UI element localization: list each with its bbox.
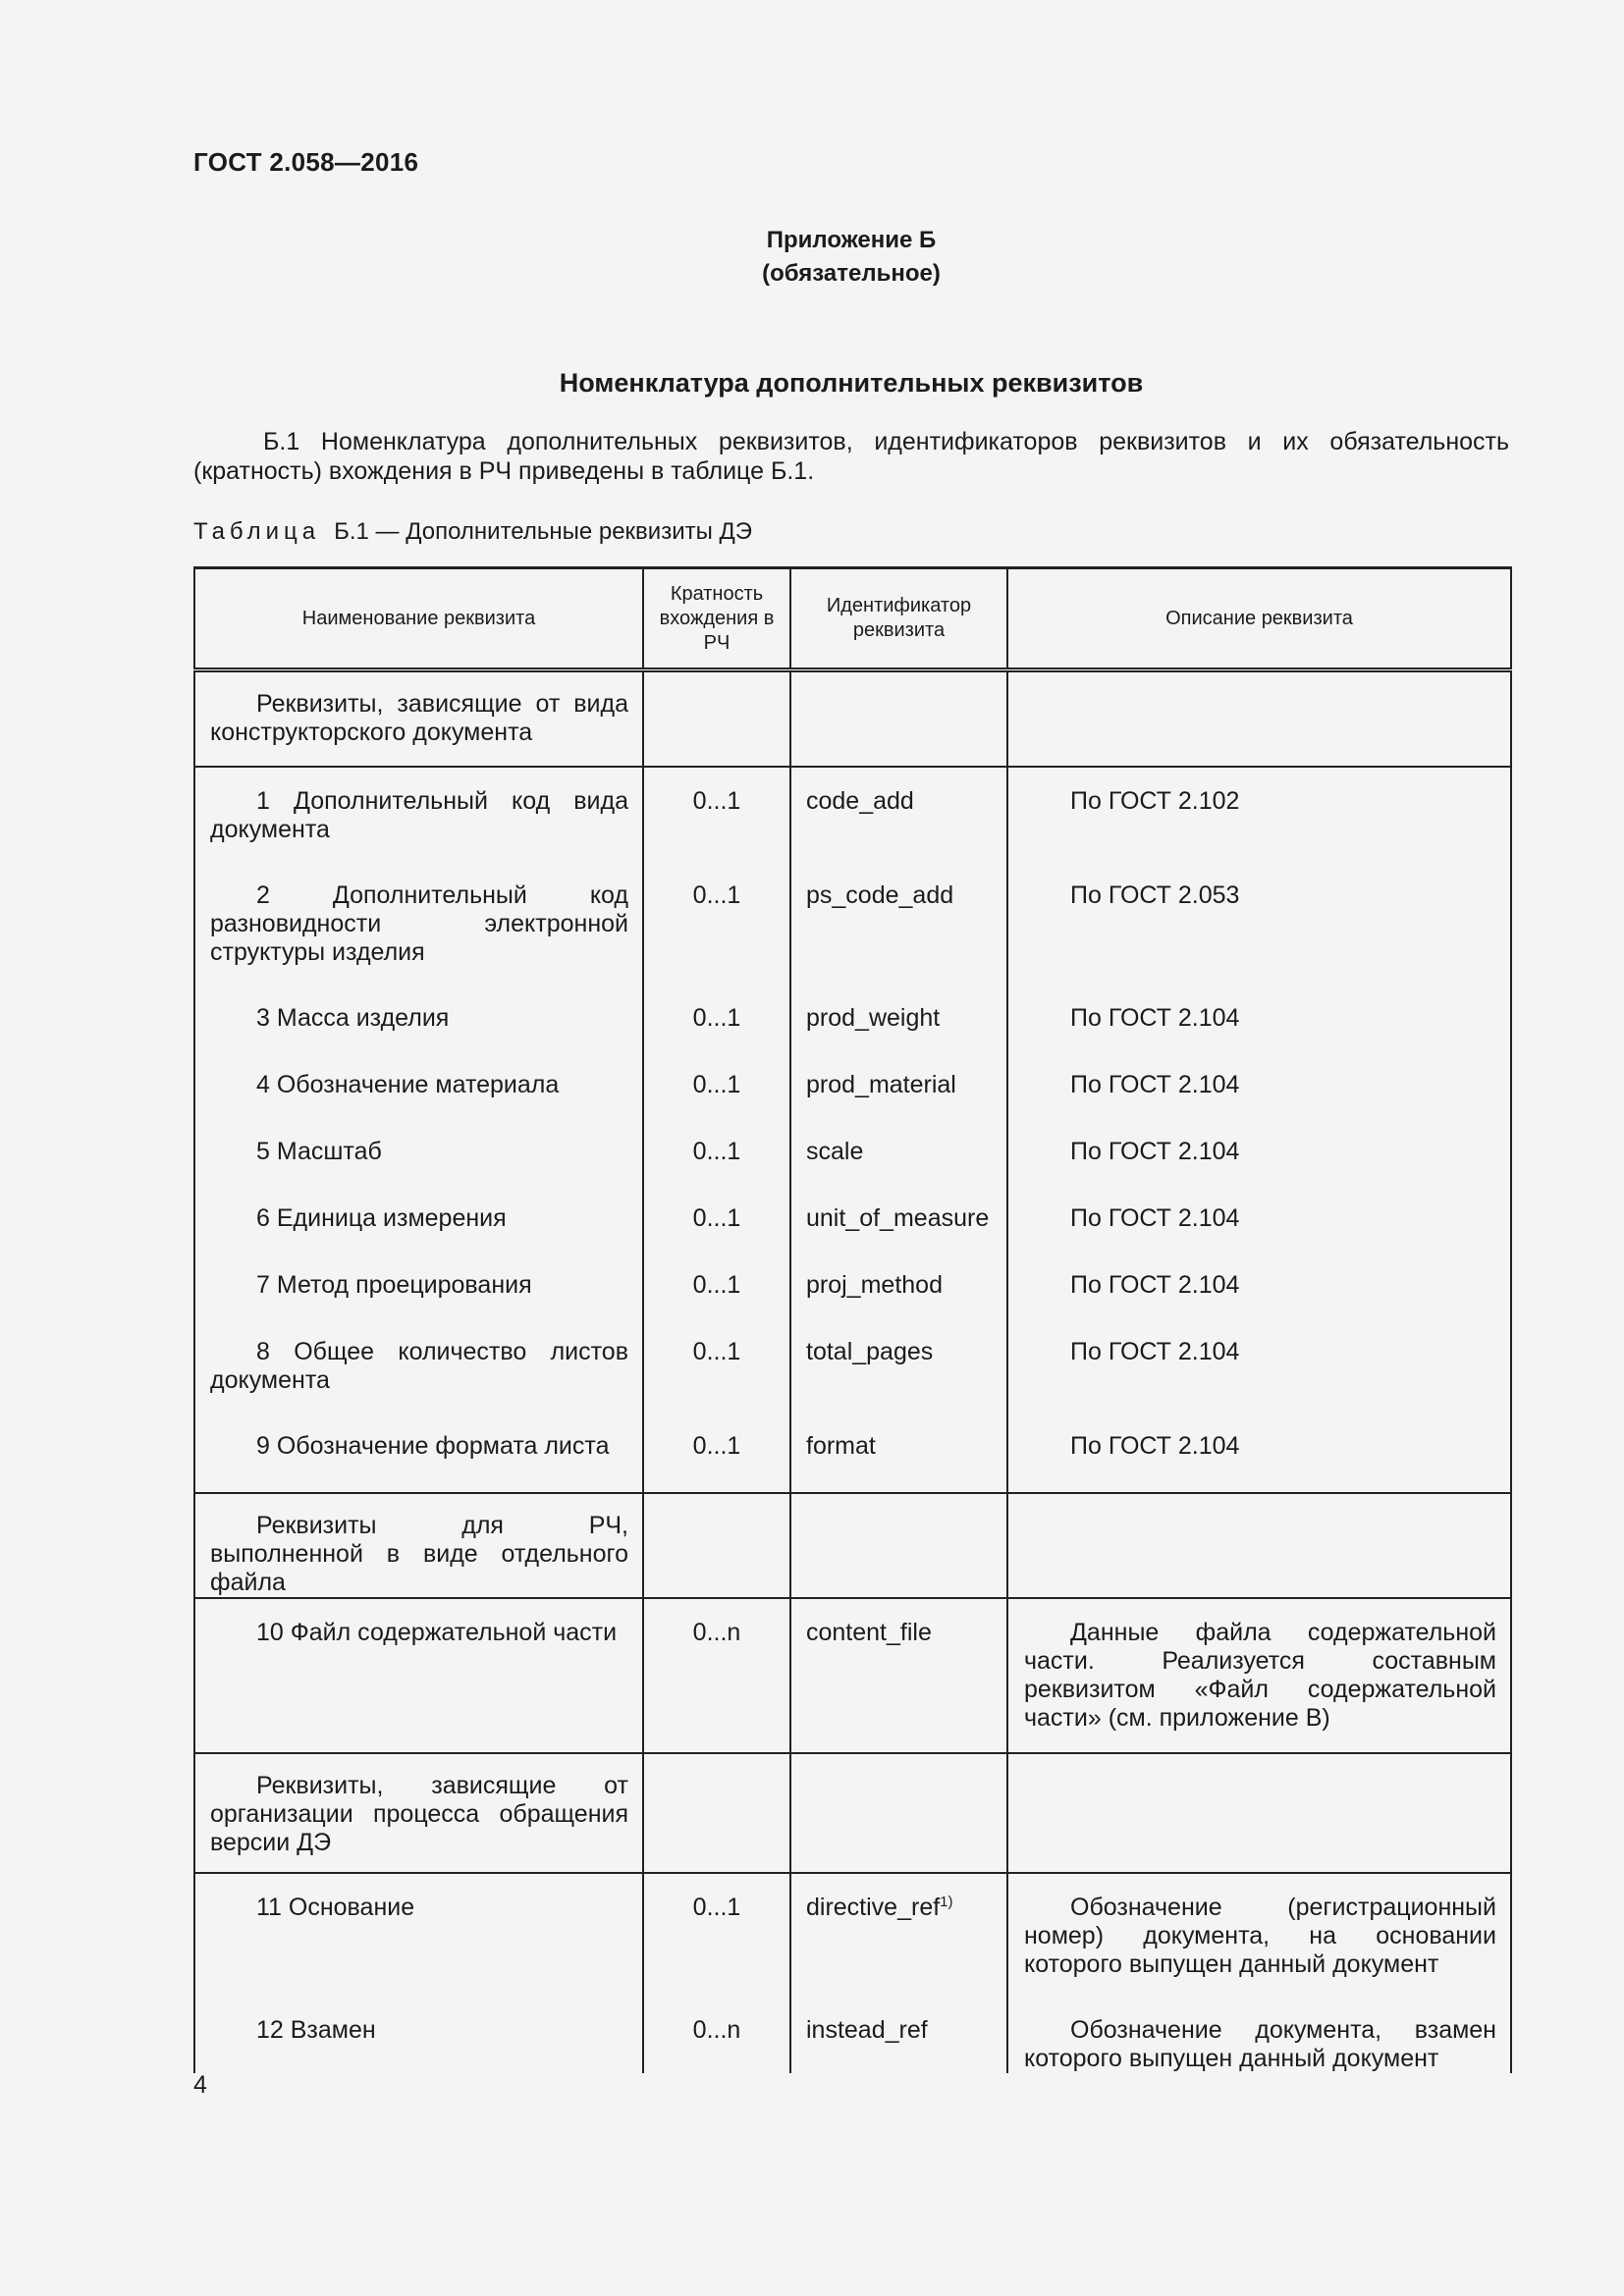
cell-description-text: По ГОСТ 2.104 bbox=[1070, 1071, 1240, 1098]
cell-description-text: По ГОСТ 2.104 bbox=[1070, 1004, 1240, 1032]
table-row bbox=[194, 1598, 1511, 1753]
table-caption-text: Б.1 — Дополнительные реквизиты ДЭ bbox=[334, 518, 753, 545]
appendix-title: Приложение Б bbox=[766, 227, 937, 253]
cell-name-text: 12 Взамен bbox=[256, 2016, 376, 2044]
cell-identifier: proj_method bbox=[790, 1234, 1007, 1301]
cell-name bbox=[194, 967, 643, 1034]
group-title bbox=[194, 1493, 643, 1598]
cell-name-text: 3 Масса изделия bbox=[256, 1004, 450, 1032]
cell-identifier bbox=[790, 1873, 1007, 1979]
cell-name bbox=[194, 1234, 643, 1301]
cell-identifier: code_add bbox=[790, 767, 1007, 844]
cell-description-text: По ГОСТ 2.104 bbox=[1070, 1204, 1240, 1232]
cell-empty bbox=[1007, 1753, 1511, 1873]
cell-description bbox=[1007, 1100, 1511, 1167]
footnote-mark: 1) bbox=[940, 1894, 953, 1910]
cell-name-text: 10 Файл содержательной части bbox=[256, 1619, 618, 1646]
cell-name bbox=[194, 1873, 643, 1979]
table-caption bbox=[193, 518, 752, 546]
cell-name bbox=[194, 1167, 643, 1234]
cell-identifier: instead_ref bbox=[790, 1979, 1007, 2073]
cell-description-text: По ГОСТ 2.104 bbox=[1070, 1338, 1240, 1365]
cell-multiplicity: 0...1 bbox=[643, 1873, 790, 1979]
table-row bbox=[194, 1234, 1511, 1301]
table-caption-label: Таблица bbox=[193, 518, 321, 545]
cell-description-text: По ГОСТ 2.053 bbox=[1070, 881, 1240, 909]
cell-multiplicity: 0...1 bbox=[643, 1395, 790, 1493]
header-identifier: Идентификатор реквизита bbox=[790, 568, 1007, 670]
cell-multiplicity: 0...1 bbox=[643, 1100, 790, 1167]
cell-name-text: 4 Обозначение материала bbox=[256, 1071, 560, 1098]
table-header-row bbox=[194, 568, 1511, 670]
header-multiplicity: Кратность вхождения в РЧ bbox=[643, 568, 790, 670]
cell-identifier: prod_material bbox=[790, 1034, 1007, 1100]
group-title-text: Реквизиты для РЧ, выполненной в виде отдельного файла bbox=[210, 1512, 628, 1596]
cell-description bbox=[1007, 1979, 1511, 2073]
cell-identifier: scale bbox=[790, 1100, 1007, 1167]
cell-identifier: content_file bbox=[790, 1598, 1007, 1753]
appendix-status: (обязательное) bbox=[762, 260, 941, 287]
group-row bbox=[194, 1753, 1511, 1873]
cell-name bbox=[194, 844, 643, 967]
group-row bbox=[194, 1493, 1511, 1598]
table-row bbox=[194, 1979, 1511, 2073]
cell-name-text: 2 Дополнительный код разновидности электронной структуры изделия bbox=[210, 881, 628, 966]
cell-multiplicity: 0...n bbox=[643, 1598, 790, 1753]
cell-name bbox=[194, 1034, 643, 1100]
table-row bbox=[194, 1873, 1511, 1979]
cell-name-text: 8 Общее количество листов документа bbox=[210, 1338, 628, 1394]
cell-description-text: Обозначение документа, взамен которого выпущен данный документ bbox=[1024, 2016, 1496, 2072]
cell-description bbox=[1007, 1167, 1511, 1234]
cell-description bbox=[1007, 767, 1511, 844]
cell-multiplicity: 0...1 bbox=[643, 1301, 790, 1395]
cell-empty bbox=[790, 1493, 1007, 1598]
table-row bbox=[194, 1167, 1511, 1234]
cell-empty bbox=[643, 670, 790, 768]
cell-description-text: Данные файла содержательной части. Реализуется составным реквизитом «Файл содержательной части» (см. приложение В) bbox=[1024, 1619, 1496, 1732]
cell-identifier: prod_weight bbox=[790, 967, 1007, 1034]
cell-name-text: 11 Основание bbox=[256, 1894, 415, 1921]
requisites-table bbox=[193, 566, 1512, 2073]
cell-description-text: По ГОСТ 2.102 bbox=[1070, 787, 1240, 815]
cell-identifier: total_pages bbox=[790, 1301, 1007, 1395]
group-title bbox=[194, 670, 643, 768]
cell-multiplicity: 0...n bbox=[643, 1979, 790, 2073]
table-row bbox=[194, 767, 1511, 844]
cell-multiplicity: 0...1 bbox=[643, 844, 790, 967]
cell-description bbox=[1007, 967, 1511, 1034]
cell-name bbox=[194, 1301, 643, 1395]
cell-name-text: 7 Метод проецирования bbox=[256, 1271, 532, 1299]
cell-identifier: format bbox=[790, 1395, 1007, 1493]
group-row bbox=[194, 670, 1511, 768]
cell-empty bbox=[643, 1493, 790, 1598]
cell-description bbox=[1007, 1034, 1511, 1100]
cell-identifier-text: directive_ref bbox=[806, 1894, 941, 1921]
cell-name-text: 5 Масштаб bbox=[256, 1138, 382, 1165]
cell-multiplicity: 0...1 bbox=[643, 1167, 790, 1234]
table-row bbox=[194, 1301, 1511, 1395]
cell-empty bbox=[790, 670, 1007, 768]
group-title-text: Реквизиты, зависящие от организации процесса обращения версии ДЭ bbox=[210, 1772, 628, 1856]
cell-name-text: 9 Обозначение формата листа bbox=[256, 1432, 610, 1460]
cell-description bbox=[1007, 1395, 1511, 1493]
header-name: Наименование реквизита bbox=[194, 568, 643, 670]
cell-description-text: По ГОСТ 2.104 bbox=[1070, 1432, 1240, 1460]
cell-description-text: Обозначение (регистрационный номер) документа, на основании которого выпущен данный документ bbox=[1024, 1894, 1496, 1978]
table-row bbox=[194, 967, 1511, 1034]
cell-description bbox=[1007, 1234, 1511, 1301]
cell-name bbox=[194, 1979, 643, 2073]
document-header-code: ГОСТ 2.058—2016 bbox=[193, 147, 419, 177]
cell-description bbox=[1007, 1873, 1511, 1979]
cell-empty bbox=[1007, 670, 1511, 768]
cell-multiplicity: 0...1 bbox=[643, 1034, 790, 1100]
intro-paragraph bbox=[193, 427, 1509, 486]
cell-name-text: 1 Дополнительный код вида документа bbox=[210, 787, 628, 843]
section-title: Номенклатура дополнительных реквизитов bbox=[559, 368, 1144, 398]
cell-name bbox=[194, 1395, 643, 1493]
table-row bbox=[194, 1034, 1511, 1100]
cell-multiplicity: 0...1 bbox=[643, 1234, 790, 1301]
group-title-text: Реквизиты, зависящие от вида конструкторского документа bbox=[210, 690, 628, 746]
group-title bbox=[194, 1753, 643, 1873]
header-description: Описание реквизита bbox=[1007, 568, 1511, 670]
table-row bbox=[194, 844, 1511, 967]
cell-name-text: 6 Единица измерения bbox=[256, 1204, 507, 1232]
appendix-heading bbox=[193, 224, 1509, 291]
page-number: 4 bbox=[193, 2071, 207, 2099]
cell-description bbox=[1007, 844, 1511, 967]
cell-multiplicity: 0...1 bbox=[643, 767, 790, 844]
table-row bbox=[194, 1100, 1511, 1167]
cell-description bbox=[1007, 1301, 1511, 1395]
table-row bbox=[194, 1395, 1511, 1493]
cell-description bbox=[1007, 1598, 1511, 1753]
cell-identifier: ps_code_add bbox=[790, 844, 1007, 967]
cell-empty bbox=[1007, 1493, 1511, 1598]
cell-name bbox=[194, 1100, 643, 1167]
cell-multiplicity: 0...1 bbox=[643, 967, 790, 1034]
intro-paragraph-text: Б.1 Номенклатура дополнительных реквизитов, идентификаторов реквизитов и их обязательность (кратность) вхождения в РЧ приведены в таблице Б.1. bbox=[193, 428, 1509, 485]
cell-name bbox=[194, 767, 643, 844]
cell-description-text: По ГОСТ 2.104 bbox=[1070, 1138, 1240, 1165]
cell-description-text: По ГОСТ 2.104 bbox=[1070, 1271, 1240, 1299]
cell-identifier: unit_of_measure bbox=[790, 1167, 1007, 1234]
cell-empty bbox=[790, 1753, 1007, 1873]
cell-name bbox=[194, 1598, 643, 1753]
cell-empty bbox=[643, 1753, 790, 1873]
